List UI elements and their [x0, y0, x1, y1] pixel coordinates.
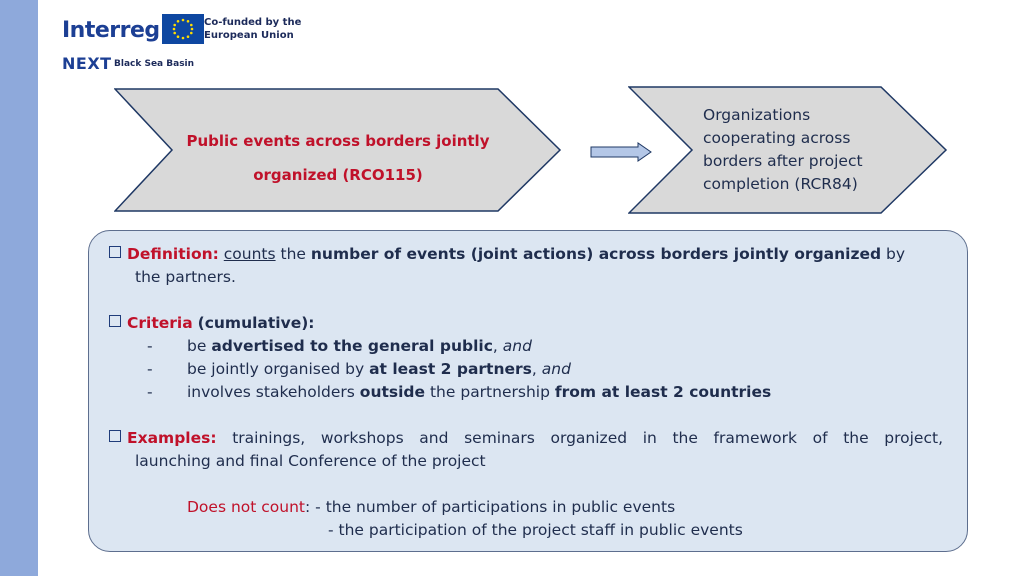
not-count-section: Does not count: - the number of participations in public events - the participation of the project staff in public events	[187, 498, 743, 539]
checkbox-bullet-icon	[109, 430, 121, 442]
rcr84-chevron	[628, 86, 948, 214]
logo-interreg-text: Interreg	[62, 18, 160, 43]
cofunded-text: Co-funded by the European Union	[204, 17, 302, 41]
rco115-label: Public events across borders jointly organized (RCO115)	[186, 132, 490, 184]
eu-flag-icon	[162, 14, 204, 44]
info-panel	[88, 230, 968, 552]
rcr84-label: Organizations cooperating across borders after project completion (RCR84)	[703, 106, 863, 193]
criteria-item: - be jointly organised by at least 2 partners, and	[147, 360, 571, 378]
criteria-section: Criteria (cumulative): - be advertised to the general public, and - be jointly organised by at least 2 partners, and - involves stakeholders outside the partnership from at least 2 countries	[109, 312, 943, 404]
criteria-item: - involves stakeholders outside the partnership from at least 2 countries	[147, 383, 772, 401]
examples-section: Examples: trainings, workshops and seminars organized in the framework of the project, launching and final Conference of the project	[109, 427, 943, 473]
definition-section: Definition: counts the number of events (joint actions) across borders jointly organized by the partners.	[109, 243, 943, 289]
checkbox-bullet-icon	[109, 246, 121, 258]
left-accent-bar	[0, 0, 38, 576]
logo-next-text: NEXT	[62, 54, 112, 73]
rco115-chevron	[114, 88, 562, 212]
interreg-logo	[62, 12, 322, 76]
criteria-item: - be advertised to the general public, and	[147, 337, 532, 355]
logo-region-text: Black Sea Basin	[114, 59, 195, 69]
checkbox-bullet-icon	[109, 315, 121, 327]
